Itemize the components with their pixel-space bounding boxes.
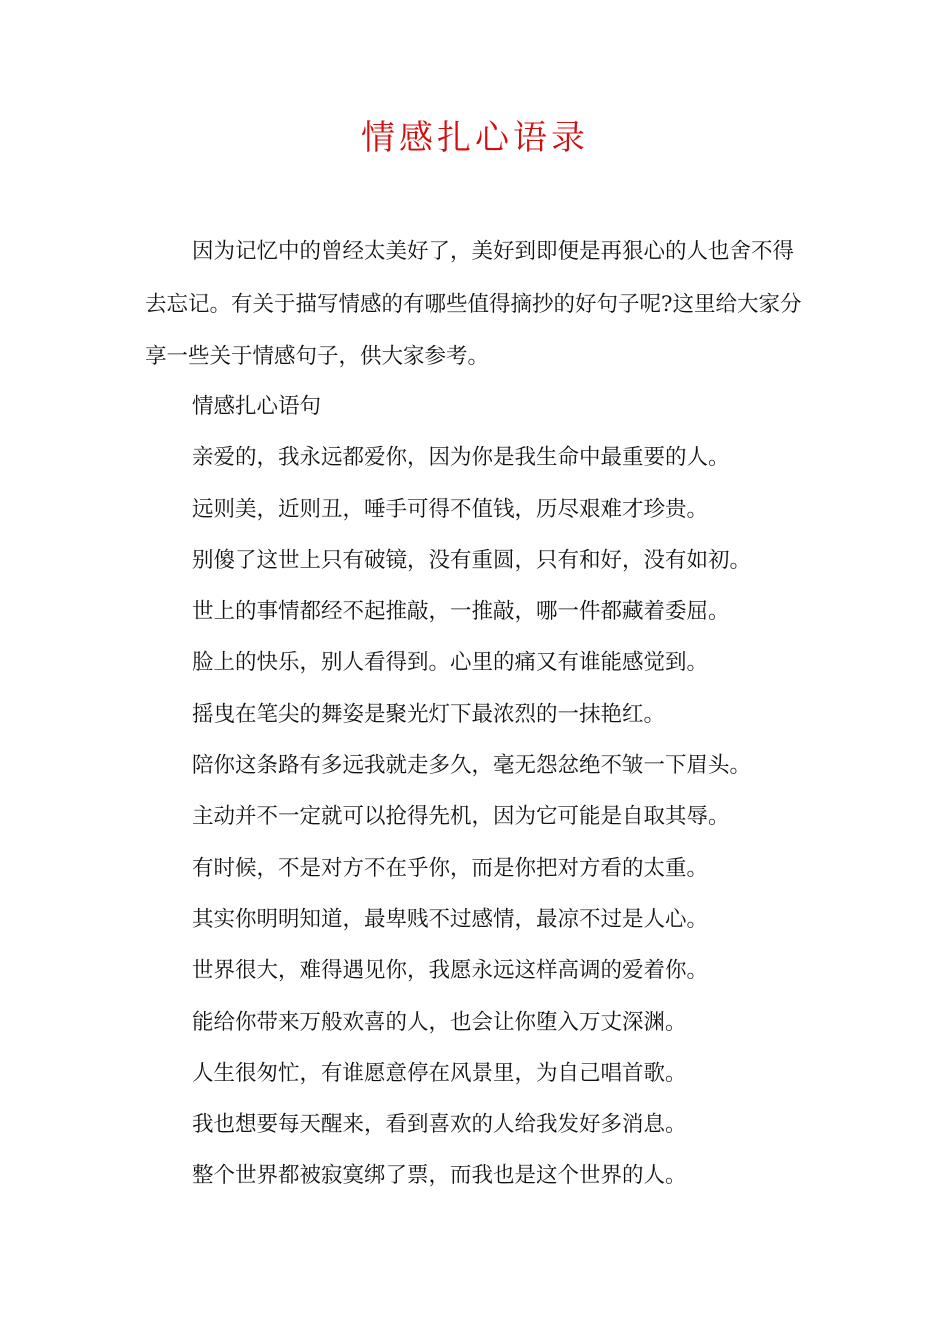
quote-line: 世界很大，难得遇见你，我愿永远这样高调的爱着你。 [192,958,709,984]
quote-line: 别傻了这世上只有破镜，没有重圆，只有和好，没有如初。 [192,547,752,573]
quote-line: 人生很匆忙，有谁愿意停在风景里，为自己唱首歌。 [192,1060,687,1086]
quote-line: 整个世界都被寂寞绑了票，而我也是这个世界的人。 [192,1163,687,1189]
section-heading: 情感扎心语句 [192,394,322,419]
quote-list [192,381,832,1202]
quote-line: 能给你带来万般欢喜的人，也会让你堕入万丈深渊。 [192,1009,687,1035]
quote-line: 有时候，不是对方不在乎你，而是你把对方看的太重。 [192,855,709,881]
quote-line: 远则美，近则丑，唾手可得不值钱，历尽艰难才珍贵。 [192,496,709,522]
quote-line: 其实你明明知道，最卑贱不过感情，最凉不过是人心。 [192,906,709,932]
quote-line: 亲爱的，我永远都爱你，因为你是我生命中最重要的人。 [192,445,730,471]
quote-line: 主动并不一定就可以抢得先机，因为它可能是自取其辱。 [192,804,730,830]
quote-line: 脸上的快乐，别人看得到。心里的痛又有谁能感觉到。 [192,650,709,676]
quote-line: 陪你这条路有多远我就走多久，毫无怨忿绝不皱一下眉头。 [192,753,752,779]
document-title: 情感扎心语录 [361,118,589,158]
quote-line: 摇曳在笔尖的舞姿是聚光灯下最浓烈的一抹艳红。 [192,701,666,727]
quote-line: 世上的事情都经不起推敲，一推敲，哪一件都藏着委屈。 [192,599,730,625]
quote-line: 我也想要每天醒来，看到喜欢的人给我发好多消息。 [192,1112,687,1138]
intro-paragraph: 因为记忆中的曾经太美好了，美好到即便是再狠心的人也舍不得去忘记。有关于描写情感的有哪些值得摘抄的好句子呢?这里给大家分享一些关于情感句子，供大家参考。 [145,239,802,369]
